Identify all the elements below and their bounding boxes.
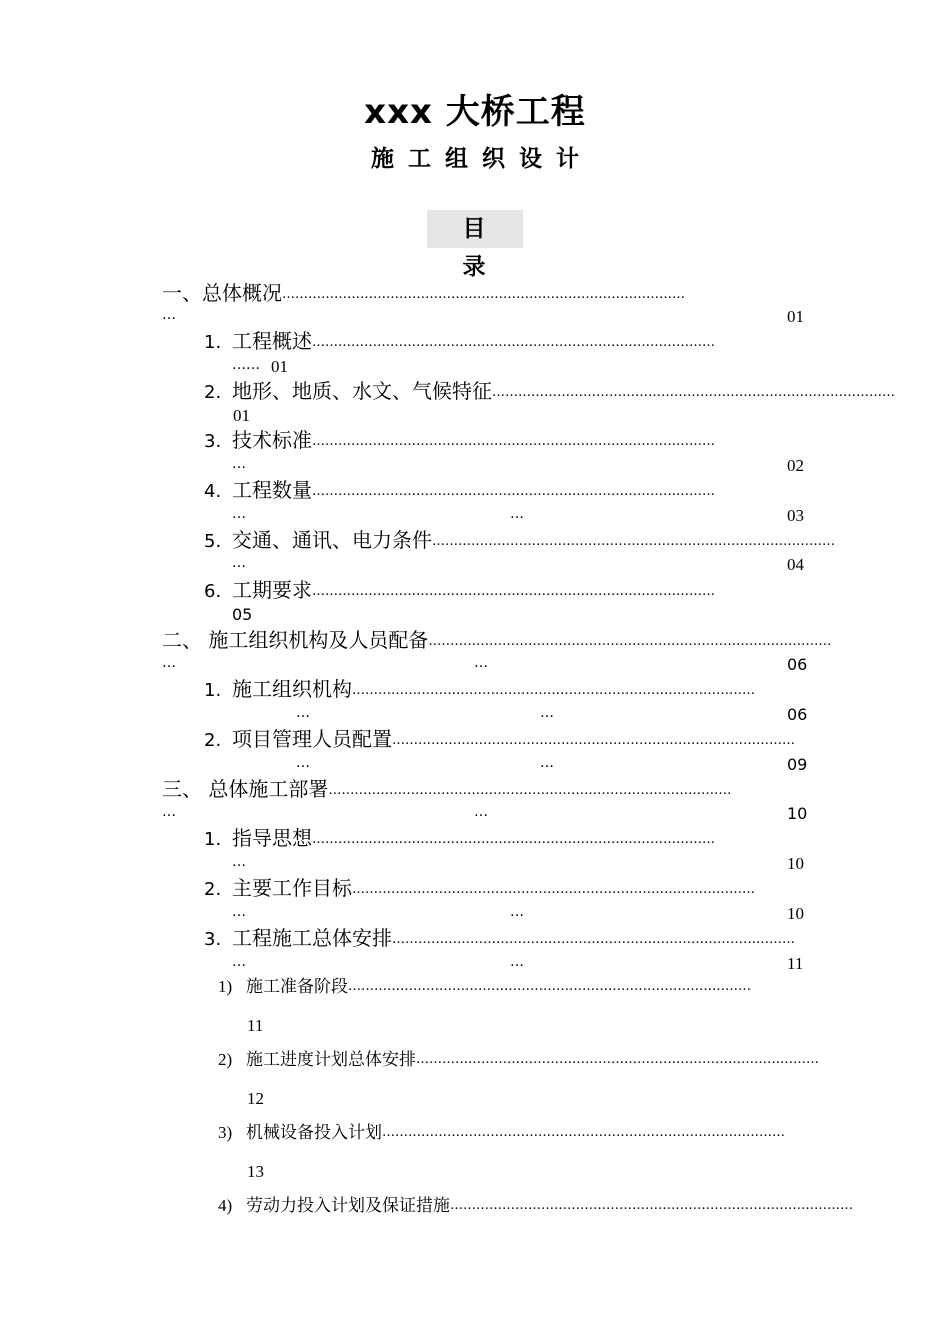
toc-leader-cont: …: [232, 904, 246, 920]
toc-leader-cont: …: [540, 755, 554, 771]
toc-entry-page: 06: [787, 705, 808, 724]
toc-entry-page: 10: [787, 854, 804, 873]
toc-entry-page: 01: [233, 406, 250, 425]
toc-leader-cont: …: [232, 555, 246, 571]
toc-heading: 目录: [427, 210, 523, 248]
toc-entry-number: 5.: [204, 531, 222, 552]
toc-entry-page: 10: [787, 904, 804, 923]
toc-leader-cont: …: [510, 506, 524, 522]
toc-leader-cont: …: [232, 954, 246, 970]
toc-entry-label: 技术标准: [232, 428, 312, 452]
toc-entry-label: 二、 施工组织机构及人员配备: [162, 628, 429, 652]
toc-leader: …………………………………………………………………………………: [428, 634, 832, 649]
toc-entry-label: 施工组织机构: [232, 677, 352, 701]
toc-entry-label: 工程施工总体安排: [232, 926, 392, 950]
toc-entry-number: 2.: [204, 382, 222, 403]
toc-leader-cont: …: [296, 755, 310, 771]
toc-leader: …………………………………………………………………………………: [312, 434, 715, 449]
toc-entry-page: 04: [787, 555, 804, 574]
toc-entry-label: 交通、通讯、电力条件: [232, 528, 432, 552]
toc-leader-cont: …: [232, 456, 246, 472]
toc-leader-cont: …: [474, 655, 488, 671]
toc-entry-number: 2): [218, 1050, 233, 1069]
toc-entry-number: 3): [218, 1123, 233, 1142]
toc-leader: …………………………………………………………………………………: [392, 932, 795, 947]
toc-leader: …………………………………………………………………………………: [312, 484, 715, 499]
toc-entry-label: 施工准备阶段: [246, 977, 348, 996]
toc-entry-page: 11: [247, 1016, 264, 1035]
toc-entry-label: 工程概述: [232, 329, 312, 353]
toc-leader: …………………………………………………………………………………: [382, 1125, 785, 1140]
toc-leader-cont: …: [510, 904, 524, 920]
toc-entry-label: 机械设备投入计划: [246, 1123, 382, 1142]
toc-leader-cont: …: [162, 655, 176, 671]
toc-entry-number: 2.: [204, 879, 222, 900]
toc-entry-number: 4.: [204, 481, 222, 502]
toc-entry-label: 项目管理人员配置: [232, 727, 392, 751]
toc-entry-page: 05: [232, 605, 253, 624]
toc-entry-label: 工程数量: [232, 478, 312, 502]
toc-entry-number: 1.: [204, 829, 222, 850]
toc-entry-number: 6.: [204, 581, 222, 602]
document-title: xxx 大桥工程: [364, 92, 586, 132]
toc-entry-label: 三、 总体施工部署: [162, 777, 329, 801]
toc-leader-cont: …: [162, 307, 176, 323]
toc-entry-label: 主要工作目标: [232, 876, 352, 900]
toc-entry-label: 劳动力投入计划及保证措施: [246, 1196, 450, 1215]
toc-entry-page: 11: [787, 954, 804, 973]
toc-leader-cont: …: [510, 954, 524, 970]
toc-entry-number: 3.: [204, 929, 222, 950]
toc-leader: …………………………………………………………………………………: [352, 683, 755, 698]
toc-leader-cont: …: [296, 705, 310, 721]
toc-leader: …………………………………………………………………………………: [450, 1198, 853, 1213]
toc-entry-page: 01: [271, 357, 288, 376]
toc-entry-label: 一、总体概况: [162, 281, 282, 305]
toc-leader: …………………………………………………………………………………: [348, 979, 751, 994]
document-subtitle: 施工组织设计: [371, 146, 593, 172]
toc-leader: …………………………………………………………………………………: [312, 832, 715, 847]
toc-entry-page: 12: [247, 1089, 264, 1108]
toc-leader: …………………………………………………………………………………: [432, 534, 835, 549]
toc-entry-page: 06: [787, 655, 808, 674]
toc-leader: …………………………………………………………………………………: [416, 1052, 819, 1067]
toc-leader-cont: …: [232, 506, 246, 522]
toc-leader: …………………………………………………………………………………: [352, 882, 755, 897]
toc-entry-label: 指导思想: [232, 826, 312, 850]
toc-entry-label: 地形、地质、水文、气候特征: [232, 379, 492, 403]
toc-entry-number: 1): [218, 977, 233, 996]
toc-entry-page: 03: [787, 506, 804, 525]
toc-leader: …………………………………………………………………………………: [312, 584, 715, 599]
toc-entry-page: 02: [787, 456, 804, 475]
toc-entry-label: 施工进度计划总体安排: [246, 1050, 416, 1069]
toc-entry-page: 13: [247, 1162, 264, 1181]
toc-leader-cont: …: [474, 804, 488, 820]
toc-leader-cont: …: [162, 804, 176, 820]
toc-entry-number: 2.: [204, 730, 222, 751]
toc-leader: …………………………………………………………………………………: [282, 287, 685, 302]
toc-leader: …………………………………………………………………………………: [492, 385, 895, 400]
toc-leader: …………………………………………………………………………………: [312, 335, 715, 350]
toc-entry-number: 1.: [204, 332, 222, 353]
toc-entry-number: 3.: [204, 431, 222, 452]
toc-leader: …………………………………………………………………………………: [328, 783, 732, 798]
toc-leader: …………………………………………………………………………………: [392, 733, 795, 748]
toc-entry-page: 09: [787, 755, 808, 774]
toc-entry-number: 1.: [204, 680, 222, 701]
toc-leader-cont: ……: [232, 357, 260, 373]
toc-leader-cont: …: [232, 854, 246, 870]
toc-entry-label: 工期要求: [232, 578, 312, 602]
toc-entry-number: 4): [218, 1196, 233, 1215]
toc-entry-page: 10: [787, 804, 808, 823]
toc-entry-page: 01: [787, 307, 804, 326]
toc-leader-cont: …: [540, 705, 554, 721]
